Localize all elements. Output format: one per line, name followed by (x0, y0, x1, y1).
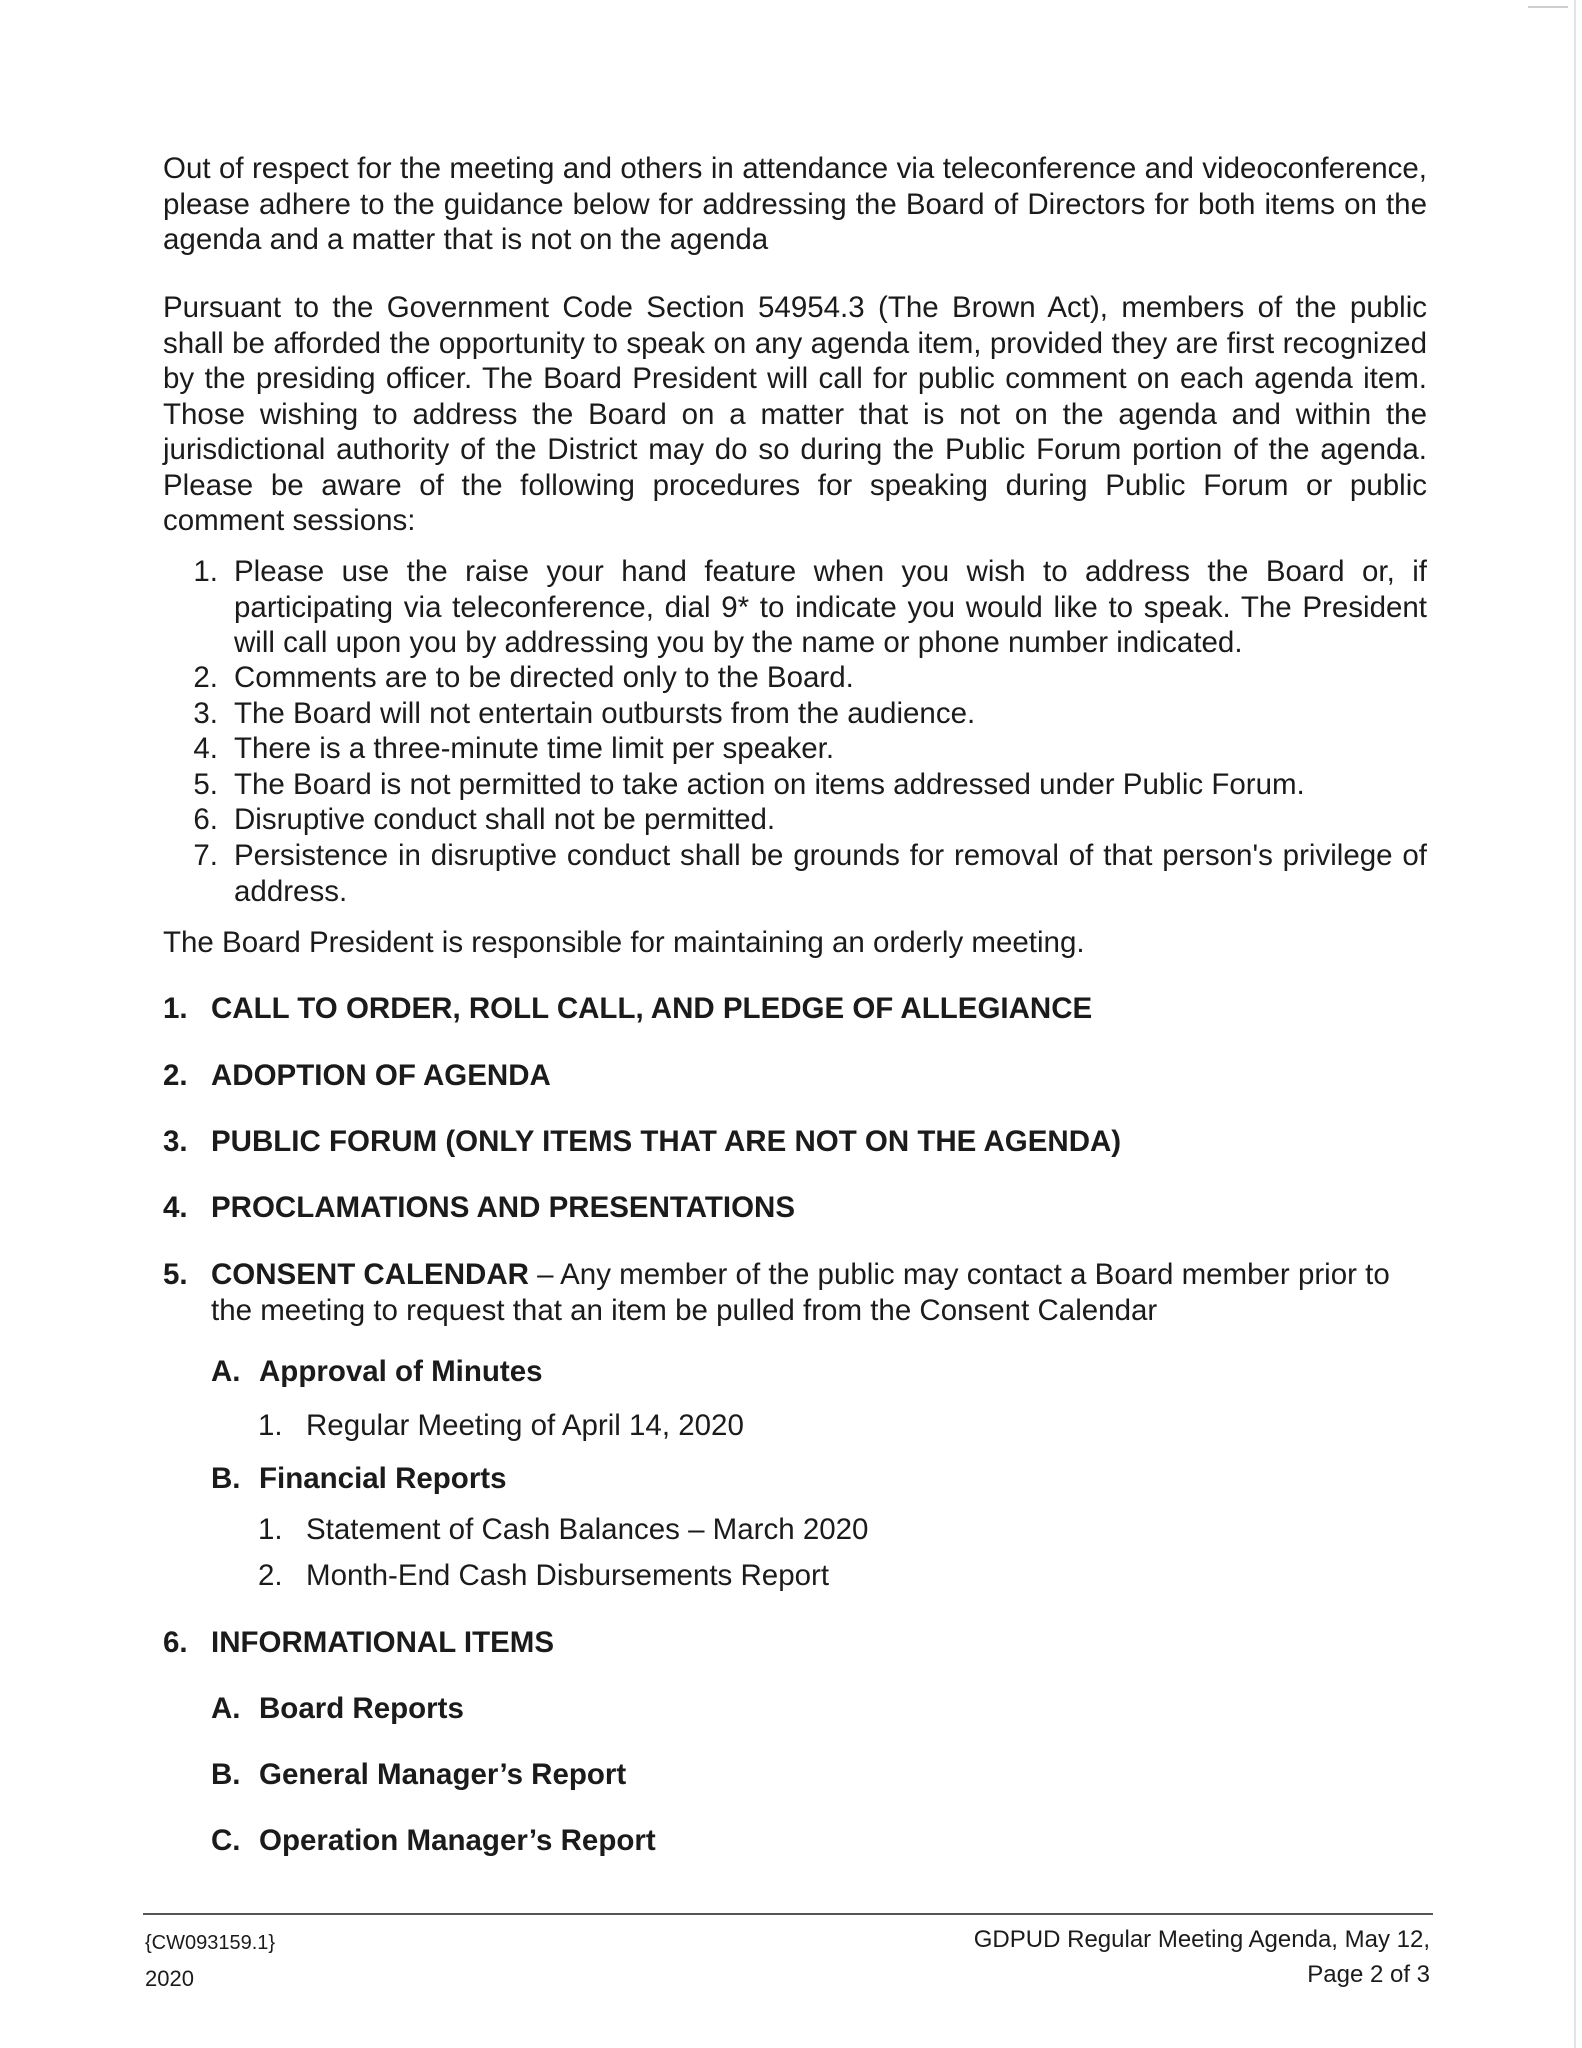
page-edge (1574, 0, 1576, 2048)
document-code: {CW093159.1} (145, 1932, 276, 1954)
section-title: CONSENT CALENDAR (211, 1258, 529, 1291)
procedure-text: The Board is not permitted to take action on items addressed under Public Forum. (234, 768, 1305, 801)
procedure-item (163, 767, 1427, 803)
section-number: 3. (163, 1125, 188, 1158)
procedure-text: There is a three-minute time limit per speaker. (234, 732, 835, 765)
subsection-letter: B. (211, 1462, 241, 1495)
item-text: Month-End Cash Disbursements Report (306, 1559, 830, 1592)
footer-agenda-title: GDPUD Regular Meeting Agenda, May 12, (973, 1926, 1430, 1953)
subsection-financial-reports (211, 1461, 507, 1497)
procedure-text: Disruptive conduct shall not be permitted. (234, 803, 776, 836)
subsection-title: Financial Reports (259, 1462, 507, 1495)
section-number: 4. (163, 1191, 188, 1224)
procedure-item (163, 696, 1427, 732)
subsection-board-reports (211, 1691, 464, 1727)
section-title: PROCLAMATIONS AND PRESENTATIONS (211, 1191, 795, 1224)
procedure-text: Persistence in disruptive conduct shall be grounds for removal of that person's privilege of address. (234, 839, 1427, 908)
page-number: Page 2 of 3 (1307, 1961, 1430, 1988)
procedure-number: 4. (193, 732, 218, 765)
procedure-item (163, 802, 1427, 838)
procedure-text: Please use the raise your hand feature when you wish to address the Board or, if participating via teleconference, dial 9* to indicate you would like to speak. The President will call upon you by addressing you by the name or phone number indicated. (234, 555, 1427, 659)
closing-statement: The Board President is responsible for maintaining an orderly meeting. (163, 926, 1085, 959)
subsection-title: Board Reports (259, 1692, 464, 1725)
financial-report-item (258, 1512, 868, 1548)
procedure-text: The Board will not entertain outbursts from the audience. (234, 697, 976, 730)
footer-right (910, 1922, 1430, 1992)
subsection-letter: A. (211, 1692, 241, 1725)
section-description: – Any member of the public may contact a Board member prior to the meeting to request that an item be pulled from the Consent Calendar (211, 1258, 1390, 1327)
agenda-section-1 (163, 991, 1427, 1027)
procedure-item (163, 731, 1427, 767)
financial-report-item (258, 1558, 829, 1594)
procedure-number: 5. (193, 768, 218, 801)
procedure-text: Comments are to be directed only to the Board. (234, 661, 854, 694)
item-number: 1. (258, 1513, 283, 1546)
subsection-letter: C. (211, 1824, 241, 1857)
procedure-number: 6. (193, 803, 218, 836)
procedure-item (163, 838, 1427, 909)
agenda-section-2 (163, 1058, 1427, 1094)
agenda-section-5 (163, 1257, 1427, 1329)
footer-divider (143, 1913, 1433, 1915)
procedure-item (163, 554, 1427, 661)
section-title: CALL TO ORDER, ROLL CALL, AND PLEDGE OF ALLEGIANCE (211, 992, 1093, 1025)
footer-year: 2020 (145, 1966, 194, 1991)
procedure-number: 2. (193, 661, 218, 694)
procedure-number: 7. (193, 839, 218, 872)
section-title: INFORMATIONAL ITEMS (211, 1626, 555, 1659)
subsection-title: General Manager’s Report (259, 1758, 627, 1791)
item-text: Statement of Cash Balances – March 2020 (306, 1513, 869, 1546)
subsection-letter: A. (211, 1355, 241, 1388)
procedure-item (163, 660, 1427, 696)
section-number: 2. (163, 1059, 188, 1092)
agenda-section-6 (163, 1625, 1427, 1661)
minutes-item (258, 1408, 744, 1444)
subsection-letter: B. (211, 1758, 241, 1791)
subsection-general-managers-report (211, 1757, 626, 1793)
agenda-section-4 (163, 1190, 1427, 1226)
item-number: 1. (258, 1409, 283, 1442)
footer-left (145, 1926, 315, 1996)
item-text: Regular Meeting of April 14, 2020 (306, 1409, 744, 1442)
item-number: 2. (258, 1559, 283, 1592)
section-title: PUBLIC FORUM (ONLY ITEMS THAT ARE NOT ON THE AGENDA) (211, 1125, 1122, 1158)
section-number: 6. (163, 1626, 188, 1659)
procedure-number: 3. (193, 697, 218, 730)
subsection-operation-managers-report (211, 1823, 656, 1859)
intro-paragraph-1: Out of respect for the meeting and others in attendance via teleconference and videoconference, please adhere to the guidance below for addressing the Board of Directors for both items on the agenda and a matter that is not on the agenda (163, 152, 1427, 256)
section-number: 1. (163, 992, 188, 1025)
section-title: ADOPTION OF AGENDA (211, 1059, 551, 1092)
agenda-section-3 (163, 1124, 1427, 1160)
section-number: 5. (163, 1258, 188, 1291)
scan-mark (1528, 6, 1568, 8)
intro-paragraph-2: Pursuant to the Government Code Section 54954.3 (The Brown Act), members of the public shall be afforded the opportunity to speak on any agenda item, provided they are first recognized by the presiding officer. The Board President will call for public comment on each agenda item. Those wishing to address the Board on a matter that is not on the agenda and within the jurisdictional authority of the District may do so during the Public Forum portion of the agenda. Please be aware of the following procedures for speaking during Public Forum or public comment sessions: (163, 291, 1427, 537)
subsection-approval-of-minutes (211, 1354, 543, 1390)
subsection-title: Operation Manager’s Report (259, 1824, 656, 1857)
procedure-number: 1. (193, 555, 218, 588)
subsection-title: Approval of Minutes (259, 1355, 543, 1388)
